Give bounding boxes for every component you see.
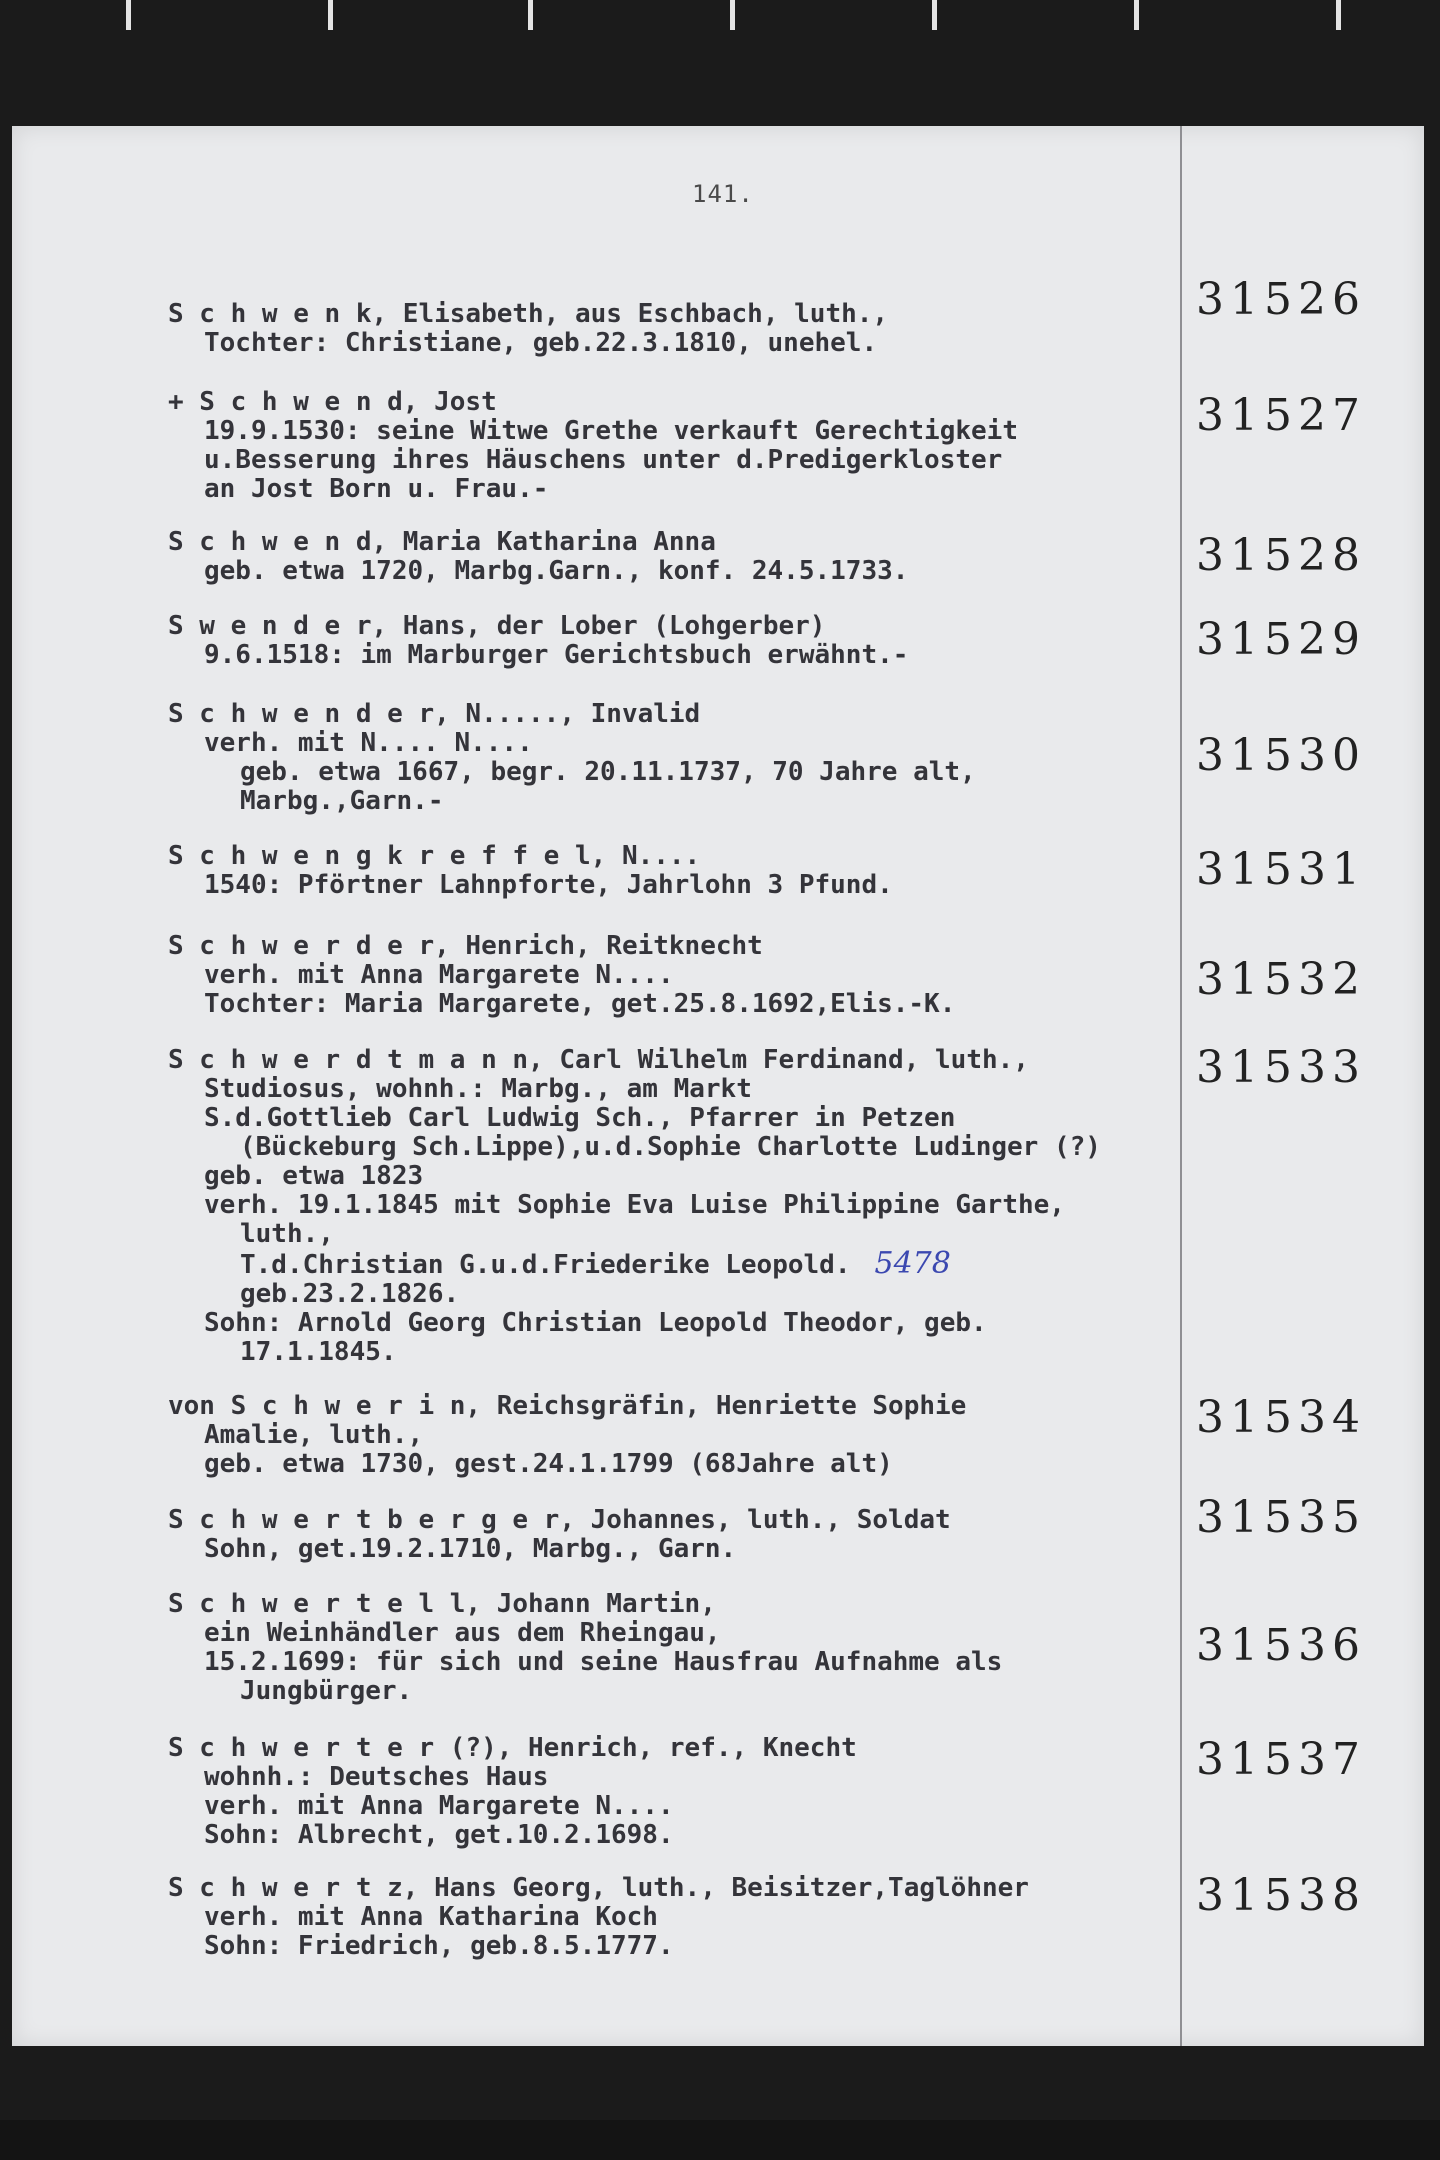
bottom-edge — [0, 2120, 1440, 2160]
entry-number: 31530 — [1196, 730, 1366, 781]
entry-line: geb. etwa 1667, begr. 20.11.1737, 70 Jahre alt, — [240, 757, 976, 787]
entry-line: T.d.Christian G.u.d.Friederike Leopold. 5478 — [240, 1246, 951, 1281]
tab-divider — [1336, 0, 1341, 30]
entry-line: 15.2.1699: für sich und seine Hausfrau Aufnahme als — [204, 1647, 1003, 1677]
entry-line: an Jost Born u. Frau.- — [204, 474, 549, 504]
tab-divider — [730, 0, 735, 30]
entry-line: 1540: Pförtner Lahnpforte, Jahrlohn 3 Pfund. — [204, 870, 893, 900]
tab-divider — [328, 0, 333, 30]
tab-divider — [1134, 0, 1139, 30]
entry-line: 17.1.1845. — [240, 1337, 397, 1367]
entry-line: Amalie, luth., — [204, 1420, 424, 1450]
entry-31536 — [168, 1590, 1188, 1706]
entry-line: wohnh.: Deutsches Haus — [204, 1762, 549, 1792]
entry-31526 — [168, 300, 1188, 358]
entry-line: verh. mit Anna Margarete N.... — [204, 1791, 674, 1821]
entry-heading: S c h w e r d e r, Henrich, Reitknecht — [168, 931, 763, 961]
entry-31530 — [168, 700, 1188, 816]
entry-heading: S c h w e n d e r, N....., Invalid — [168, 699, 701, 729]
entry-line: Sohn, get.19.2.1710, Marbg., Garn. — [204, 1534, 737, 1564]
entry-heading: S c h w e r t e r (?), Henrich, ref., Knecht — [168, 1733, 857, 1763]
tab-divider — [126, 0, 131, 30]
entry-31527 — [168, 388, 1188, 504]
entry-31528 — [168, 528, 1188, 586]
entry-line: Jungbürger. — [240, 1676, 413, 1706]
entry-31531 — [168, 842, 1188, 900]
entry-number: 31531 — [1196, 844, 1366, 895]
entry-heading: S c h w e n g k r e f f e l, N.... — [168, 841, 701, 871]
entry-heading: S c h w e r t z, Hans Georg, luth., Beisitzer,Taglöhner — [168, 1873, 1029, 1903]
entry-line: (Bückeburg Sch.Lippe),u.d.Sophie Charlotte Ludinger (?) — [240, 1132, 1101, 1162]
entry-line: 9.6.1518: im Marburger Gerichtsbuch erwähnt.- — [204, 640, 909, 670]
entry-heading: S c h w e r t e l l, Johann Martin, — [168, 1589, 716, 1619]
entry-31538 — [168, 1874, 1188, 1961]
tab-divider — [932, 0, 937, 30]
handwritten-note: 5478 — [874, 1246, 951, 1281]
entry-line: u.Besserung ihres Häuschens unter d.Predigerkloster — [204, 445, 1003, 475]
entry-line: Studiosus, wohnh.: Marbg., am Markt — [204, 1074, 752, 1104]
entry-line: verh. mit Anna Margarete N.... — [204, 960, 674, 990]
entry-heading: + S c h w e n d, Jost — [168, 387, 497, 417]
entry-number: 31535 — [1196, 1492, 1366, 1543]
entry-number: 31533 — [1196, 1042, 1366, 1093]
entry-31534 — [168, 1392, 1188, 1479]
entry-line: S.d.Gottlieb Carl Ludwig Sch., Pfarrer in Petzen — [204, 1103, 956, 1133]
tab-divider — [528, 0, 533, 30]
entry-heading: S w e n d e r, Hans, der Lober (Lohgerber) — [168, 611, 826, 641]
entry-number: 31534 — [1196, 1392, 1366, 1443]
entry-line: verh. mit Anna Katharina Koch — [204, 1902, 658, 1932]
entry-line: Tochter: Maria Margarete, get.25.8.1692,Elis.-K. — [204, 989, 956, 1019]
entry-number: 31536 — [1196, 1620, 1366, 1671]
entry-line: 19.9.1530: seine Witwe Grethe verkauft Gerechtigkeit — [204, 416, 1018, 446]
entry-number: 31527 — [1196, 390, 1366, 441]
entry-number: 31528 — [1196, 530, 1366, 581]
entry-heading: S c h w e r t b e r g e r, Johannes, luth., Soldat — [168, 1505, 951, 1535]
entry-31535 — [168, 1506, 1188, 1564]
entry-line: Sohn: Arnold Georg Christian Leopold Theodor, geb. — [204, 1308, 987, 1338]
entry-heading: S c h w e r d t m a n n, Carl Wilhelm Ferdinand, luth., — [168, 1045, 1029, 1075]
entry-31529 — [168, 612, 1188, 670]
entry-31532 — [168, 932, 1188, 1019]
entry-line: Marbg.,Garn.- — [240, 786, 444, 816]
entry-line: Sohn: Friedrich, geb.8.5.1777. — [204, 1931, 674, 1961]
index-tabs — [0, 0, 1440, 34]
entry-number: 31529 — [1196, 614, 1366, 665]
page-number: 141. — [692, 180, 754, 208]
entry-heading: von S c h w e r i n, Reichsgräfin, Henriette Sophie — [168, 1391, 967, 1421]
entry-number: 31532 — [1196, 954, 1366, 1005]
entry-31533 — [168, 1046, 1188, 1367]
entry-line: Sohn: Albrecht, get.10.2.1698. — [204, 1820, 674, 1850]
entry-line: geb. etwa 1730, gest.24.1.1799 (68Jahre alt) — [204, 1449, 893, 1479]
entry-number: 31538 — [1196, 1870, 1366, 1921]
entry-line: luth., — [240, 1219, 334, 1249]
entry-31537 — [168, 1734, 1188, 1850]
entry-line: verh. mit N.... N.... — [204, 728, 533, 758]
entry-line: verh. 19.1.1845 mit Sophie Eva Luise Philippine Garthe, — [204, 1190, 1065, 1220]
entry-line: geb. etwa 1720, Marbg.Garn., konf. 24.5.1733. — [204, 556, 909, 586]
entry-line: geb.23.2.1826. — [240, 1279, 460, 1309]
entry-heading: S c h w e n d, Maria Katharina Anna — [168, 527, 716, 557]
entry-line: ein Weinhändler aus dem Rheingau, — [204, 1618, 721, 1648]
entry-heading: S c h w e n k, Elisabeth, aus Eschbach, luth., — [168, 299, 889, 329]
entry-line: Tochter: Christiane, geb.22.3.1810, unehel. — [204, 328, 878, 358]
entry-number: 31537 — [1196, 1734, 1366, 1785]
entry-line: geb. etwa 1823 — [204, 1161, 424, 1191]
entry-number: 31526 — [1196, 274, 1366, 325]
